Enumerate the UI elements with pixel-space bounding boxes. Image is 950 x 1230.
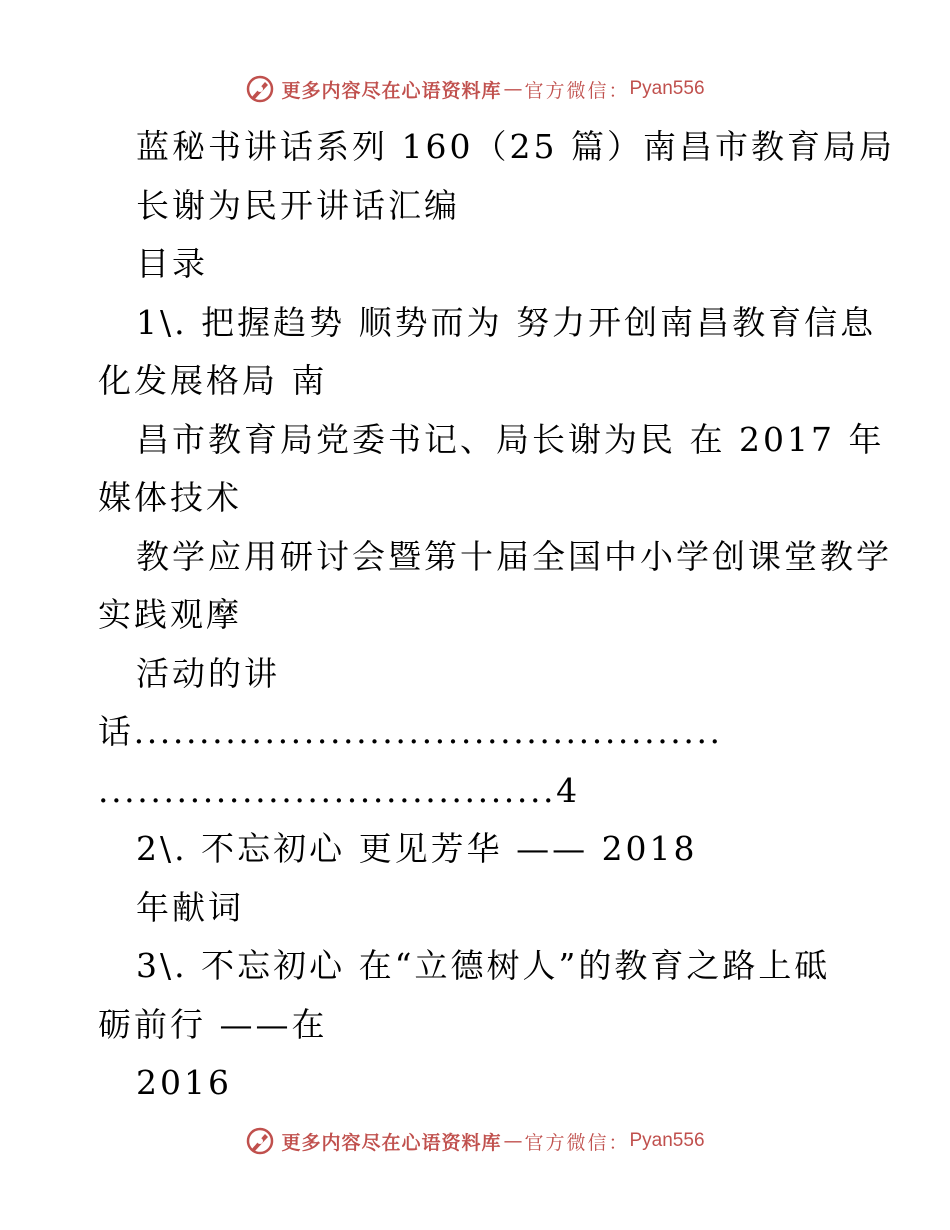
toc-item-1-line-7: 活动的讲: [136, 653, 280, 693]
toc-heading: 目录: [136, 244, 208, 283]
banner-title: 更多内容尽在心语资料库: [281, 79, 502, 102]
toc-item-3-line-3: 2016: [136, 1063, 232, 1102]
toc-item-1-leader-2: ...................................4: [98, 770, 580, 810]
banner-wechat-id: Pyan556: [629, 78, 705, 99]
toc-item-1-line-3: 昌市教育局党委书记、局长谢为民 在 2017 年: [136, 419, 885, 459]
toc-item-2-line-1: 2\. 不忘初心 更见芳华 —— 2018: [136, 829, 698, 868]
pen-logo-icon: [245, 74, 275, 104]
header-banner: [0, 72, 950, 106]
banner-wechat-id: Pyan556: [629, 1130, 705, 1151]
toc-item-1-line-5: 教学应用研讨会暨第十届全国中小学创课堂教学: [136, 536, 892, 576]
toc-item-3-line-2: 砺前行 ——在: [98, 1004, 328, 1044]
toc-item-1-line-1: 1\. 把握趋势 顺势而为 努力开创南昌教育信息: [136, 302, 877, 342]
toc-item-1-leader-1: 话.............................................: [98, 712, 723, 751]
banner-separator: —: [503, 78, 523, 100]
pen-logo-icon: [245, 1126, 275, 1156]
banner-title: 更多内容尽在心语资料库: [281, 1131, 502, 1154]
toc-item-2-line-2: 年献词: [136, 887, 244, 927]
footer-banner: [0, 1124, 950, 1158]
doc-title-line-1: 蓝秘书讲话系列 160（25 篇）南昌市教育局局: [136, 127, 895, 166]
toc-item-1-line-4: 媒体技术: [98, 478, 242, 517]
doc-title-line-2: 长谢为民开讲话汇编: [136, 185, 460, 225]
toc-item-1-line-6: 实践观摩: [98, 595, 242, 634]
toc-item-3-line-1: 3\. 不忘初心 在“立德树人”的教育之路上砥: [136, 946, 831, 985]
banner-separator: —: [503, 1130, 523, 1152]
document-body: [98, 118, 895, 1113]
banner-wechat-label: 官方微信：: [524, 1131, 630, 1154]
toc-item-1-line-2: 化发展格局 南: [98, 361, 328, 400]
banner-wechat-label: 官方微信：: [524, 79, 630, 102]
